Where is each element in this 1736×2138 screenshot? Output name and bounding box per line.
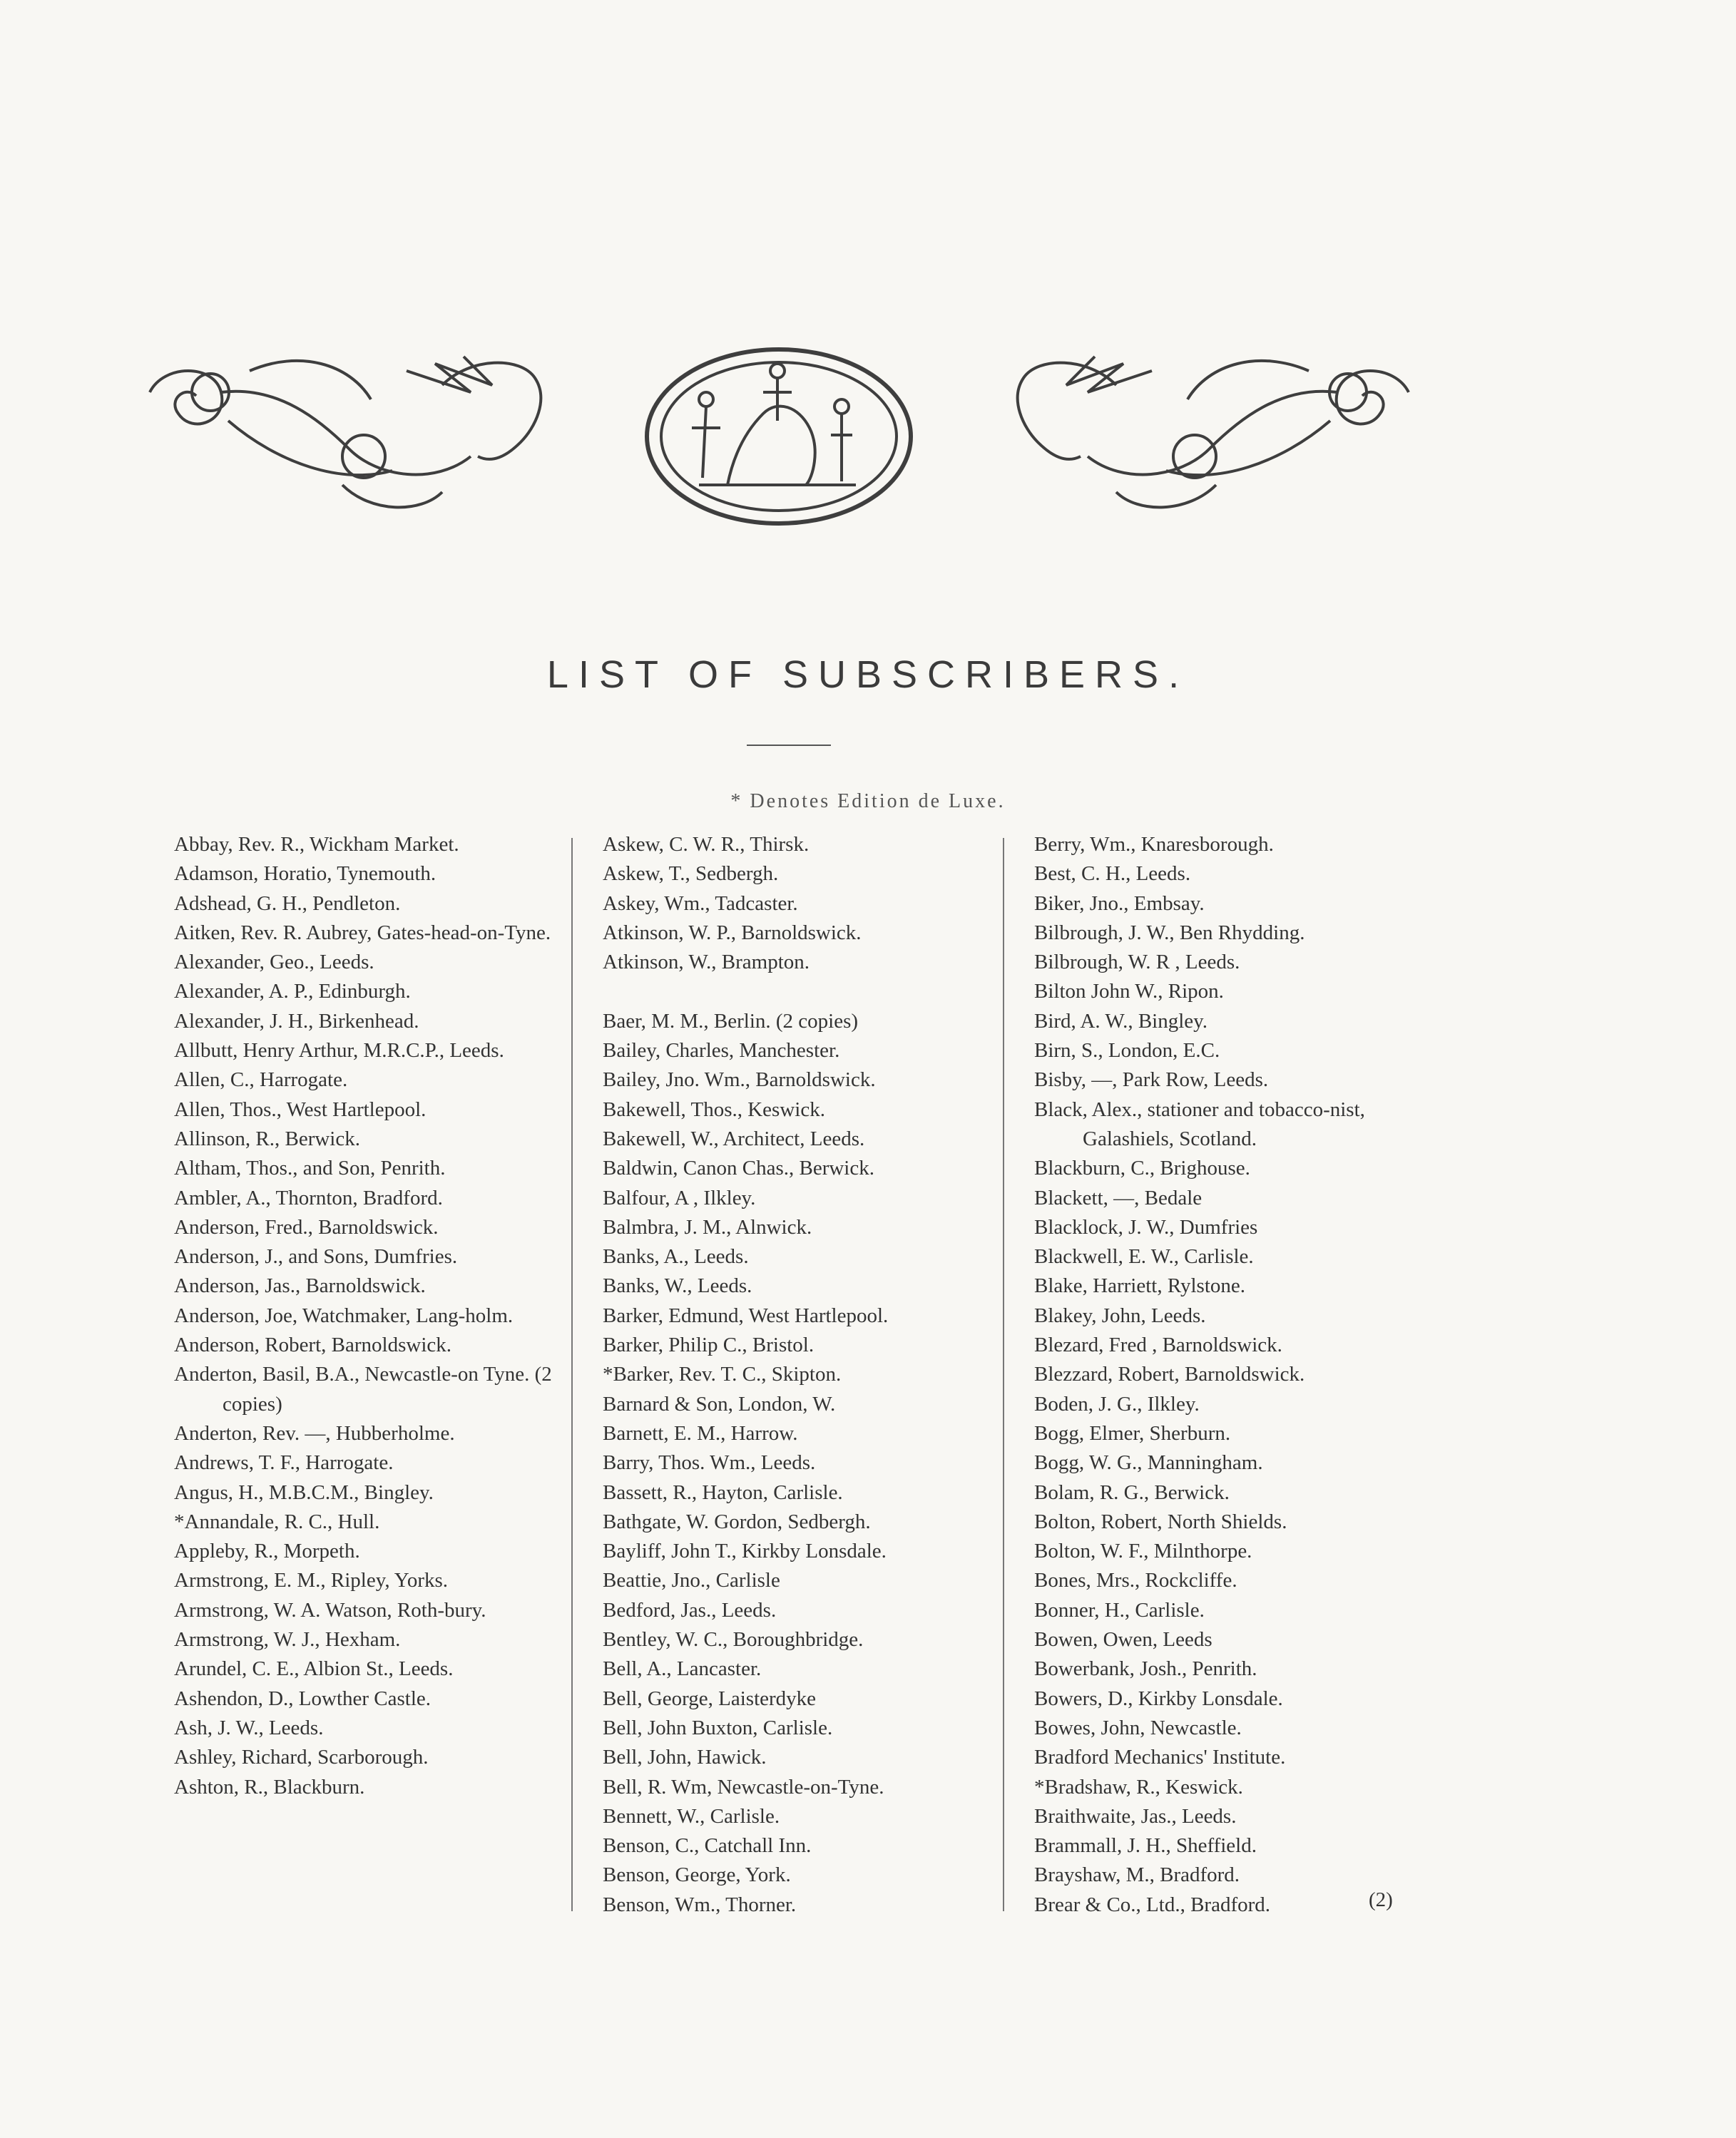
subscriber-entry: Abbay, Rev. R., Wickham Market. — [174, 833, 459, 856]
subscriber-entry: Allen, Thos., West Hartlepool. — [174, 1098, 427, 1121]
subscriber-entry: Best, C. H., Leeds. — [1034, 862, 1191, 886]
subscriber-entry: Bedford, Jas., Leeds. — [603, 1598, 777, 1622]
subscriber-entry: Allbutt, Henry Arthur, M.R.C.P., Leeds. — [174, 1039, 504, 1063]
subscriber-entry: Arundel, C. E., Albion St., Leeds. — [174, 1657, 454, 1681]
subscriber-entry: Banks, A., Leeds. — [603, 1245, 749, 1269]
subscriber-entry: Allinson, R., Berwick. — [174, 1127, 360, 1150]
subscriber-entry: Aitken, Rev. R. Aubrey, Gates-head-on-Tyne. — [174, 921, 551, 944]
subscriber-entry: Benson, Wm., Thorner. — [603, 1893, 797, 1916]
decorative-headpiece — [136, 342, 1423, 531]
subscriber-entry: Anderton, Rev. —, Hubberholme. — [174, 1421, 455, 1445]
subscriber-entry: Blake, Harriett, Rylstone. — [1034, 1274, 1246, 1298]
subscriber-entry: Bell, R. Wm, Newcastle-on-Tyne. — [603, 1775, 884, 1799]
subscriber-entry: Barry, Thos. Wm., Leeds. — [603, 1451, 816, 1475]
subscriber-entry: Ashton, R., Blackburn. — [174, 1775, 365, 1799]
list-gap — [603, 977, 1002, 1006]
subscriber-entry: *Barker, Rev. T. C., Skipton. — [603, 1363, 842, 1386]
page-number: (2) — [1369, 1888, 1393, 1911]
subscriber-entry: Beattie, Jno., Carlisle — [603, 1569, 780, 1592]
subscriber-entry: Bilton John W., Ripon. — [1034, 980, 1224, 1003]
subscriber-entry: Anderson, Fred., Barnoldswick. — [174, 1215, 439, 1239]
subscriber-entry: Barker, Edmund, West Hartlepool. — [603, 1304, 889, 1327]
subscriber-entry: *Bradshaw, R., Keswick. — [1034, 1775, 1243, 1799]
subscriber-entry: Bones, Mrs., Rockcliffe. — [1034, 1569, 1237, 1592]
subscriber-entry: Bolton, W. F., Milnthorpe. — [1034, 1540, 1252, 1563]
subscriber-entry: Bisby, —, Park Row, Leeds. — [1034, 1068, 1269, 1092]
subscriber-entry: *Annandale, R. C., Hull. — [174, 1510, 380, 1533]
subscriber-entry: Adamson, Horatio, Tynemouth. — [174, 862, 436, 886]
subscriber-entry: Angus, H., M.B.C.M., Bingley. — [174, 1480, 434, 1504]
subscriber-entry: Barnett, E. M., Harrow. — [603, 1421, 798, 1445]
edition-note: * Denotes Edition de Luxe. — [730, 790, 1006, 812]
subscriber-entry: Balmbra, J. M., Alnwick. — [603, 1215, 812, 1239]
subscriber-entry: Alexander, J. H., Birkenhead. — [174, 1009, 419, 1033]
title-rule — [747, 745, 831, 746]
subscriber-entry: Askew, T., Sedbergh. — [603, 862, 779, 886]
subscriber-entry: Braithwaite, Jas., Leeds. — [1034, 1804, 1237, 1828]
subscriber-entry: Anderson, Joe, Watchmaker, Lang-holm. — [174, 1304, 514, 1327]
subscriber-entry: Blezard, Fred , Barnoldswick. — [1034, 1334, 1282, 1357]
subscriber-entry: Altham, Thos., and Son, Penrith. — [174, 1157, 446, 1180]
subscriber-entry: Bogg, W. G., Manningham. — [1034, 1451, 1263, 1475]
subscriber-entry: Benson, George, York. — [603, 1863, 791, 1887]
subscriber-entry: Barnard & Son, London, W. — [603, 1392, 836, 1416]
subscriber-entry: Bird, A. W., Bingley. — [1034, 1009, 1208, 1033]
subscriber-entry: Bell, George, Laisterdyke — [603, 1687, 817, 1710]
subscriber-entry: Bailey, Jno. Wm., Barnoldswick. — [603, 1068, 876, 1092]
subscriber-entry: Barker, Philip C., Bristol. — [603, 1334, 815, 1357]
subscriber-entry: Baldwin, Canon Chas., Berwick. — [603, 1157, 874, 1180]
subscriber-entry: Baer, M. M., Berlin. (2 copies) — [603, 1009, 859, 1033]
subscriber-entry: Armstrong, W. A. Watson, Roth-bury. — [174, 1598, 486, 1622]
subscriber-entry: Blakey, John, Leeds. — [1034, 1304, 1206, 1327]
subscriber-entry: Brear & Co., Ltd., Bradford. — [1034, 1893, 1271, 1916]
subscriber-entry: Black, Alex., stationer and tobacco-nist, Galashiels, Scotland. — [1034, 1098, 1365, 1150]
subscriber-entry: Alexander, A. P., Edinburgh. — [174, 980, 411, 1003]
subscriber-entry: Ash, J. W., Leeds. — [174, 1716, 324, 1739]
subscriber-entry: Bowen, Owen, Leeds — [1034, 1628, 1212, 1652]
subscriber-entry: Blackburn, C., Brighouse. — [1034, 1157, 1250, 1180]
subscriber-entry: Adshead, G. H., Pendleton. — [174, 891, 401, 915]
subscriber-entry: Armstrong, W. J., Hexham. — [174, 1628, 401, 1652]
subscriber-entry: Birn, S., London, E.C. — [1034, 1039, 1220, 1063]
subscriber-column-2 — [603, 830, 1002, 1920]
subscriber-entry: Blacklock, J. W., Dumfries — [1034, 1215, 1258, 1239]
subscriber-entry: Ashendon, D., Lowther Castle. — [174, 1687, 432, 1710]
subscriber-entry: Bilbrough, W. R , Leeds. — [1034, 951, 1240, 974]
subscriber-entry: Appleby, R., Morpeth. — [174, 1540, 360, 1563]
subscriber-entry: Brammall, J. H., Sheffield. — [1034, 1834, 1257, 1858]
subscriber-entry: Bathgate, W. Gordon, Sedbergh. — [603, 1510, 871, 1533]
subscriber-entry: Askew, C. W. R., Thirsk. — [603, 833, 810, 856]
subscriber-entry: Bentley, W. C., Boroughbridge. — [603, 1628, 864, 1652]
subscriber-entry: Bell, A., Lancaster. — [603, 1657, 762, 1681]
subscriber-entry: Bolam, R. G., Berwick. — [1034, 1480, 1230, 1504]
subscriber-entry: Bolton, Robert, North Shields. — [1034, 1510, 1287, 1533]
subscriber-entry: Bonner, H., Carlisle. — [1034, 1598, 1205, 1622]
subscriber-entry: Banks, W., Leeds. — [603, 1274, 752, 1298]
subscriber-entry: Bakewell, W., Architect, Leeds. — [603, 1127, 865, 1150]
subscriber-column-1 — [174, 830, 573, 1802]
subscriber-entry: Bayliff, John T., Kirkby Lonsdale. — [603, 1540, 887, 1563]
subscriber-entry: Andrews, T. F., Harrogate. — [174, 1451, 394, 1475]
subscriber-entry: Blackett, —, Bedale — [1034, 1186, 1203, 1209]
subscriber-entry: Bilbrough, J. W., Ben Rhydding. — [1034, 921, 1305, 944]
page-title: LIST OF SUBSCRIBERS. — [546, 653, 1190, 696]
subscriber-entry: Allen, C., Harrogate. — [174, 1068, 348, 1092]
subscriber-entry: Ambler, A., Thornton, Bradford. — [174, 1186, 443, 1209]
subscriber-entry: Bowes, John, Newcastle. — [1034, 1716, 1242, 1739]
subscriber-entry: Bell, John Buxton, Carlisle. — [603, 1716, 833, 1739]
subscriber-entry: Bell, John, Hawick. — [603, 1746, 767, 1769]
subscriber-entry: Anderson, J., and Sons, Dumfries. — [174, 1245, 458, 1269]
subscriber-entry: Boden, J. G., Ilkley. — [1034, 1392, 1200, 1416]
subscriber-column-3 — [1034, 830, 1434, 1920]
subscriber-entry: Biker, Jno., Embsay. — [1034, 891, 1205, 915]
subscriber-entry: Bailey, Charles, Manchester. — [603, 1039, 840, 1063]
subscriber-entry: Ashley, Richard, Scarborough. — [174, 1746, 429, 1769]
subscriber-entry: Brayshaw, M., Bradford. — [1034, 1863, 1240, 1887]
subscriber-entry: Atkinson, W., Brampton. — [603, 951, 810, 974]
column-divider — [1003, 838, 1004, 1911]
subscriber-entry: Askey, Wm., Tadcaster. — [603, 891, 798, 915]
subscriber-entry: Berry, Wm., Knaresborough. — [1034, 833, 1274, 856]
subscriber-entry: Anderton, Basil, B.A., Newcastle-on Tyne. (2 copies) — [174, 1363, 552, 1416]
subscriber-entry: Blezzard, Robert, Barnoldswick. — [1034, 1363, 1305, 1386]
subscriber-entry: Armstrong, E. M., Ripley, Yorks. — [174, 1569, 449, 1592]
subscriber-entry: Benson, C., Catchall Inn. — [603, 1834, 812, 1858]
subscriber-entry: Anderson, Jas., Barnoldswick. — [174, 1274, 426, 1298]
subscriber-entry: Anderson, Robert, Barnoldswick. — [174, 1334, 452, 1357]
subscriber-entry: Bogg, Elmer, Sherburn. — [1034, 1421, 1231, 1445]
subscriber-entry: Bowers, D., Kirkby Lonsdale. — [1034, 1687, 1283, 1710]
subscriber-entry: Balfour, A , Ilkley. — [603, 1186, 756, 1209]
subscriber-entry: Bakewell, Thos., Keswick. — [603, 1098, 825, 1121]
subscriber-entry: Blackwell, E. W., Carlisle. — [1034, 1245, 1254, 1269]
subscriber-entry: Bennett, W., Carlisle. — [603, 1804, 780, 1828]
subscriber-entry: Alexander, Geo., Leeds. — [174, 951, 374, 974]
subscriber-entry: Bassett, R., Hayton, Carlisle. — [603, 1480, 843, 1504]
subscriber-entry: Bradford Mechanics' Institute. — [1034, 1746, 1286, 1769]
subscriber-entry: Bowerbank, Josh., Penrith. — [1034, 1657, 1257, 1681]
subscriber-entry: Atkinson, W. P., Barnoldswick. — [603, 921, 862, 944]
